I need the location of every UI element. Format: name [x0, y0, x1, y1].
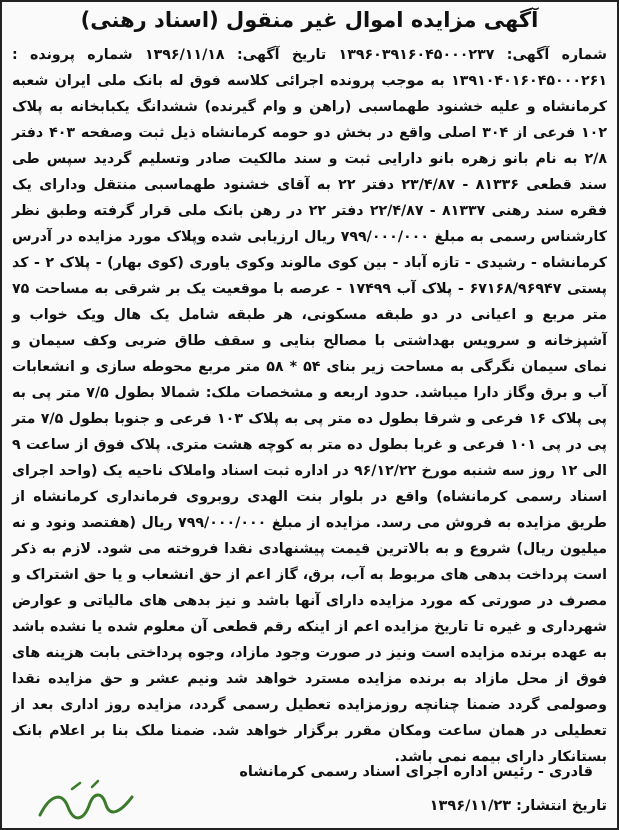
notice-title: آگهی مزایده اموال غیر منقول (اسناد رهنی) [80, 8, 539, 32]
notice-signature: قادری - رئیس اداره اجرای اسناد رسمی کرمانشاه [239, 764, 593, 780]
handwritten-mark [32, 777, 142, 827]
publication-date: تاریخ انتشار: ۱۳۹۶/۱۱/۲۳ [429, 798, 607, 814]
notice-body: شماره آگهی: ۱۳۹۶۰۳۹۱۶۰۴۵۰۰۰۲۳۷ تاریخ آگهی: ۱۳۹۶/۱۱/۱۸ شماره پرونده : ۱۳۹۱۰۴۰۱۶۰۴۵۰۰۰۲۶۱ به موجب پرونده اجرائی کلاسه فوق له بانک ملی ایران شعبه کرمانشاه و علیه خشنود طهماسبی (راهن و وام گیرنده) ششدانگ یکبابخانه به پلاک ۱۰۲ فرعی از ۳۰۴ اصلی واقع در بخش دو حومه کرمانشاه ذیل ثبت وصفحه ۴۰۳ دفتر ۲/۸ به نام بانو زهره بانو دارایی ثبت و سند مالکیت صادر وتسلیم گردید سپس طی سند قطعی ۸۱۳۳۶ - ۲۳/۴/۸۷ دفتر ۲۲ به آقای خشنود طهماسبی منتقل ودارای یک فقره سند رهنی ۸۱۳۳۷ - ۲۲/۴/۸۷ دفتر ۲۲ در رهن بانک ملی قرار گرفته وطبق نظر کارشناس رسمی به مبلغ ۷۹۹/۰۰۰/۰۰۰ ریال ارزیابی شده وپلاک مورد مزایده در آدرس کرمانشاه - رشیدی - تازه آباد - بین کوی مالوند وکوی یاوری (کوی بهار) - پلاک ۲ - کد پستی ۶۷۱۶۸/۹۶۹۴۷ - پلاک آب ۱۷۴۹۹ - عرصه با موقعیت یک بر شرقی به مساحت ۷۵ متر مربع و اعیانی در دو طبقه مسکونی، هر طبقه شامل یک هال ویک خواب و آشپزخانه و سرویس بهداشتی با مصالح بنایی و سقف طاق ضربی وکف سیمان و نمای سیمان نگرگی به مساحت زیر بنای ۵۴ * ۵۸ متر مربع محوطه سازی و انشعابات آب و برق وگاز دارا میباشد. حدود اربعه و مشخصات ملک: شمالا بطول ۷/۵ متر پی به پی پلاک ۱۶ فرعی و شرقا بطول ده متر پی به پلاک ۱۰۳ فرعی و جنوبا بطول ۷/۵ متر پی در پی ۱۰۱ فرعی و غربا بطول ده متر به کوچه هشت متری. پلاک فوق از ساعت ۹ الی ۱۲ روز سه شنبه مورخ ۹۶/۱۲/۲۲ در اداره ثبت اسناد واملاک ناحیه یک (واحد اجرای اسناد رسمی کرمانشاه) واقع در بلوار بنت الهدی روبروی فرمانداری کرمانشاه از طریق مزایده به فروش می رسد. مزایده از مبلغ ۷۹۹/۰۰۰/۰۰۰ ریال (هفتصد ونود و نه میلیون ریال) شروع و به بالاترین قیمت پیشنهادی نقدا فروخته می شود. لازم به ذکر است پرداخت بدهی های مربوط به آب، برق، گاز اعم از حق انشعاب و یا حق اشتراک و مصرف در صورتی که مورد مزایده دارای آنها باشد و نیز بدهی های مالیاتی و عوارض شهرداری و غیره تا تاریخ مزایده اعم از اینکه رقم قطعی آن معلوم شده یا نشده باشد به عهده برنده مزایده است ونیز در صورت وجود مازاد، وجوه پرداختی بابت هزینه های فوق از محل مازاد به برنده مزایده مسترد خواهد شد ونیم عشر و حق مزایده نقدا وصولمی گردد ضمنا چنانچه روزمزایده تعطیل رسمی گردد، مزایده روز اداری بعد از تعطیلی در همان ساعت ومکان مقرر برگزار خواهد شد. ضمنا ملک بنا بر اعلام بانک بستانکار دارای بیمه نمی باشد. [12, 47, 608, 765]
